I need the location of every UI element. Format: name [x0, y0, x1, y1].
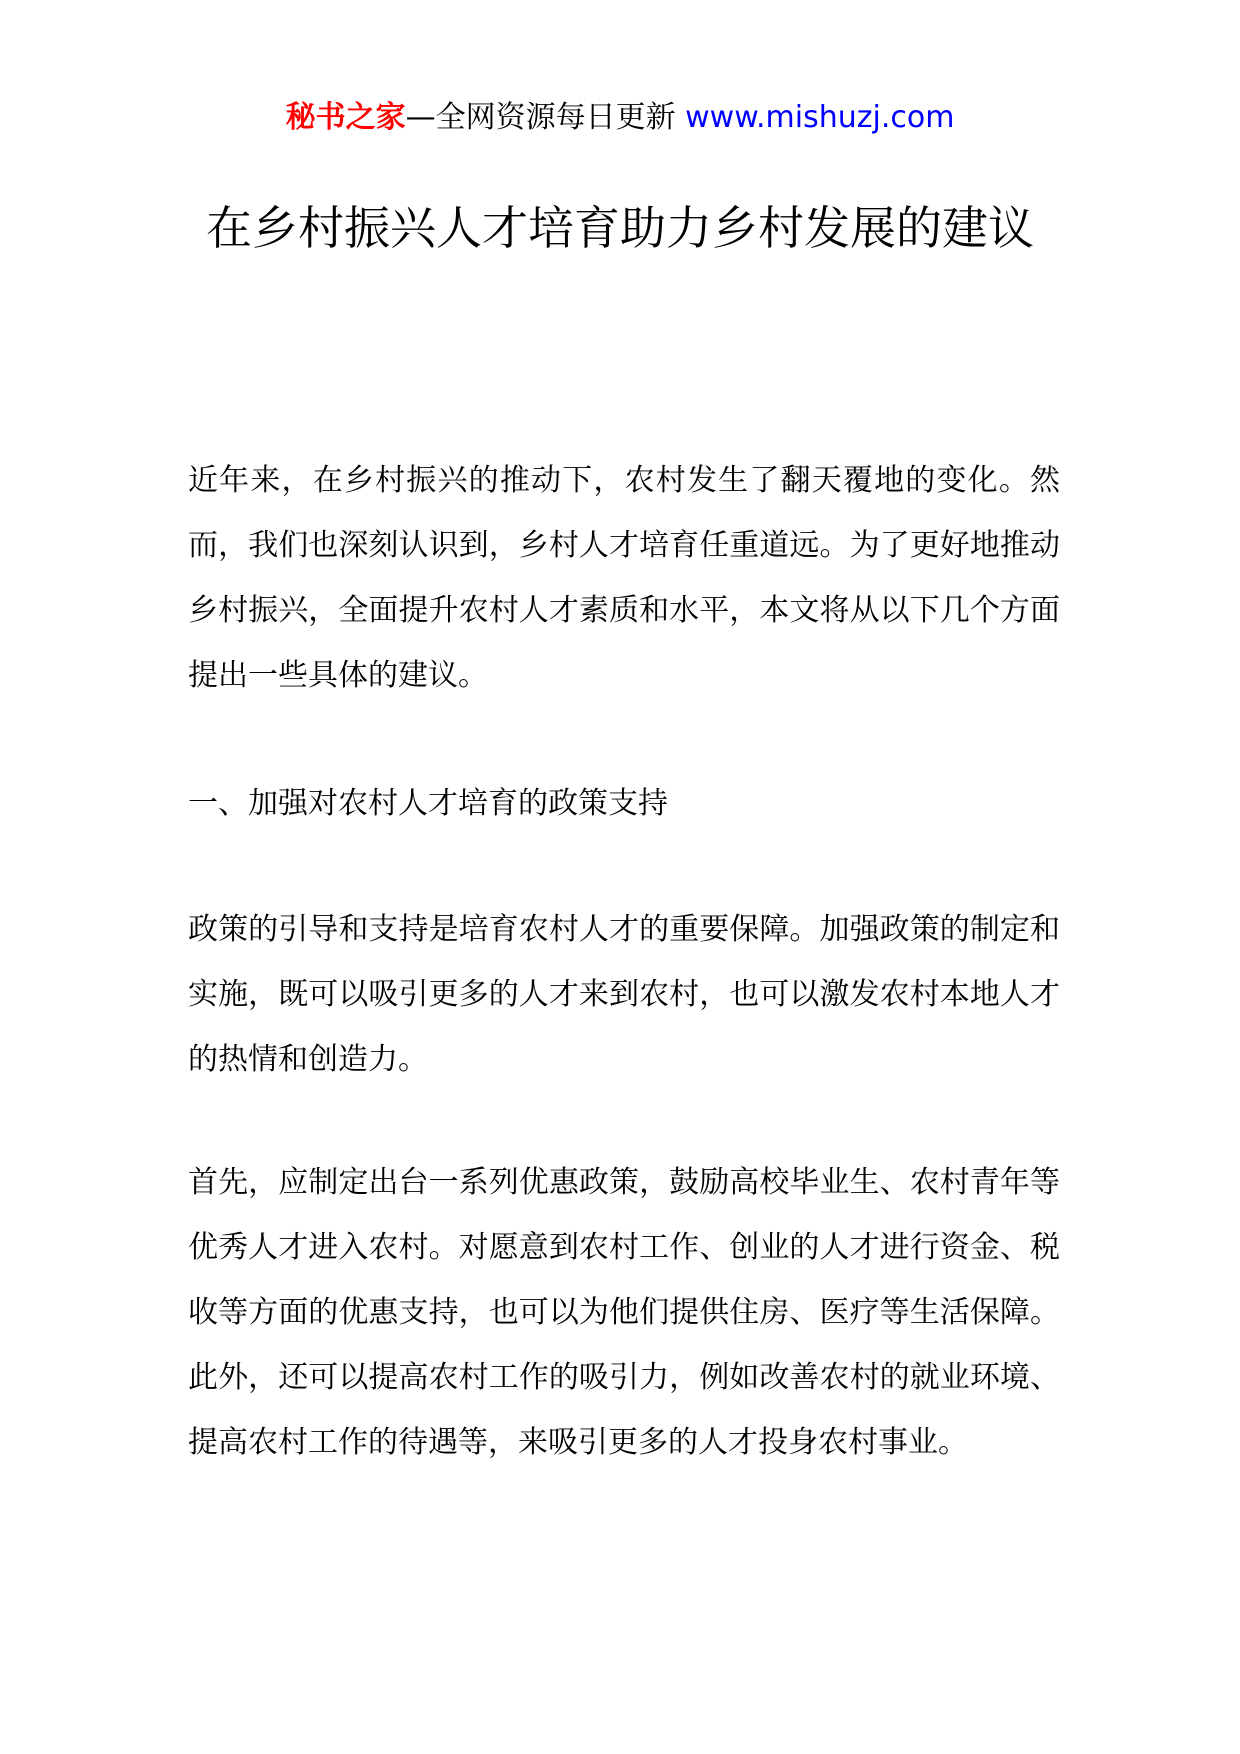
intro-paragraph: 近年来，在乡村振兴的推动下，农村发生了翻天覆地的变化。然而，我们也深刻认识到，乡村人才培育任重道远。为了更好地推动乡村振兴，全面提升农村人才素质和水平，本文将从以下几个方面提出一些具体的建议。: [188, 463, 1060, 693]
document-title: 在乡村振兴人才培育助力乡村发展的建议: [206, 201, 1034, 255]
site-url-link[interactable]: www.mishuzj.com: [685, 100, 955, 135]
brand-name: 秘书之家: [285, 100, 406, 135]
section-heading-1: 一、加强对农村人才培育的政策支持: [188, 786, 668, 821]
section1-paragraph-1: 政策的引导和支持是培育农村人才的重要保障。加强政策的制定和实施，既可以吸引更多的人才来到农村，也可以激发农村本地人才的热情和创造力。: [188, 912, 1060, 1077]
section1-paragraph-2: 首先，应制定出台一系列优惠政策，鼓励高校毕业生、农村青年等优秀人才进入农村。对愿意到农村工作、创业的人才进行资金、税收等方面的优惠支持，也可以为他们提供住房、医疗等生活保障。此外，还可以提高农村工作的吸引力，例如改善农村的就业环境、提高农村工作的待遇等，来吸引更多的人才投身农村事业。: [188, 1165, 1060, 1460]
header-tagline: —全网资源每日更新: [405, 100, 676, 135]
site-header: [0, 98, 1240, 138]
